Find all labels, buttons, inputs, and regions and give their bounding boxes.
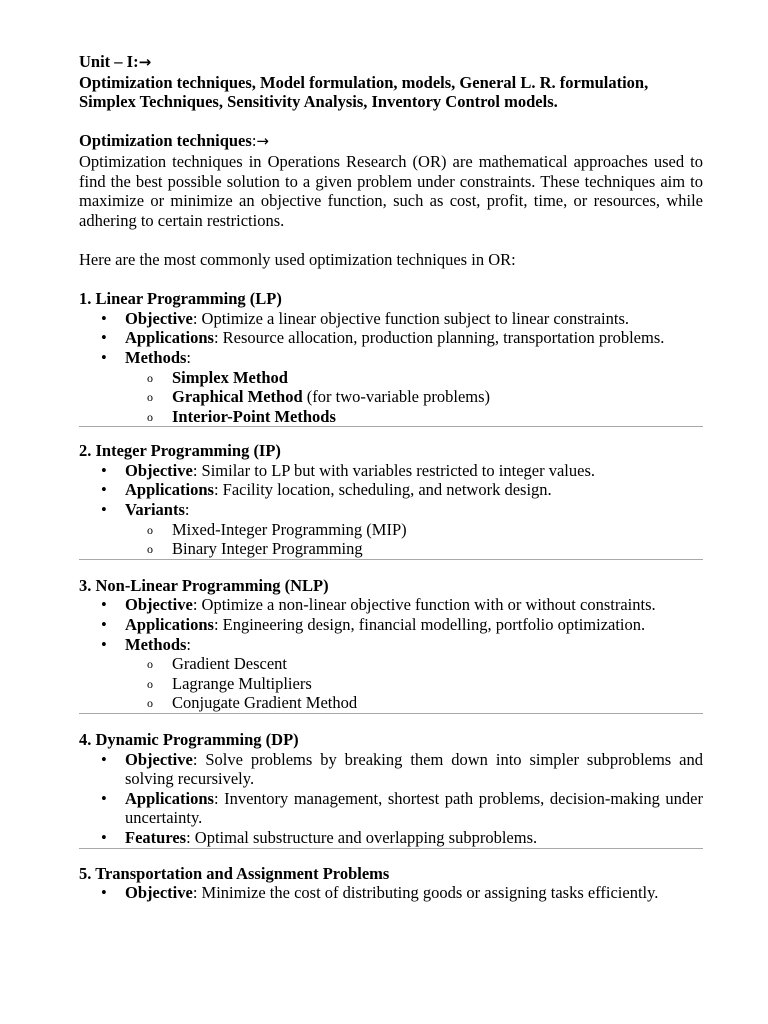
section-linear-programming xyxy=(79,289,703,427)
section-title: 5. Transportation and Assignment Problems xyxy=(79,863,390,883)
sub-item-text: Lagrange Multipliers xyxy=(172,673,312,693)
list-item xyxy=(79,309,703,329)
item-label: Applications xyxy=(125,788,214,808)
sub-item-text: (for two-variable problems) xyxy=(302,387,491,407)
item-text: : Optimize a linear objective function subject to linear constraints. xyxy=(192,308,630,328)
item-label: Objective xyxy=(125,749,193,769)
list-item xyxy=(79,480,703,500)
bullet-list xyxy=(79,309,703,427)
section-title: 1. Linear Programming (LP) xyxy=(79,289,282,309)
horizontal-rule xyxy=(79,426,703,427)
optimization-heading xyxy=(79,131,703,152)
section-dynamic-programming xyxy=(79,730,703,849)
unit-subtitle-line-2: Simplex Techniques, Sensitivity Analysis, Inventory Control models. xyxy=(79,92,558,112)
sub-list xyxy=(125,654,703,713)
item-text: : Solve problems by breaking them down into simpler subproblems and solving recursively. xyxy=(125,749,703,789)
optimization-heading-colon: : xyxy=(251,131,257,151)
section-title: 3. Non-Linear Programming (NLP) xyxy=(79,575,329,595)
item-label: Features xyxy=(125,827,187,847)
list-item xyxy=(79,789,703,828)
section-transportation-assignment xyxy=(79,864,703,903)
list-item xyxy=(79,461,703,481)
sub-item-bold: Simplex Method xyxy=(172,367,288,387)
item-text: : Similar to LP but with variables restricted to integer values. xyxy=(192,460,595,480)
horizontal-rule xyxy=(79,559,703,560)
sub-item-bold: Graphical Method xyxy=(172,387,303,407)
horizontal-rule xyxy=(79,713,703,714)
sub-list xyxy=(125,520,703,559)
list-item xyxy=(79,615,703,635)
section-title: 2. Integer Programming (IP) xyxy=(79,441,281,461)
item-text: : xyxy=(186,634,192,654)
sub-item-text: Gradient Descent xyxy=(172,654,287,674)
item-label: Objective xyxy=(125,595,193,615)
sub-list-item xyxy=(125,693,703,713)
item-label: Methods xyxy=(125,347,187,367)
list-item xyxy=(79,828,703,848)
sub-list-item xyxy=(125,654,703,674)
item-text: : Engineering design, financial modelling, portfolio optimization. xyxy=(213,615,646,635)
section-integer-programming xyxy=(79,441,703,560)
item-label: Objective xyxy=(125,883,193,903)
list-item xyxy=(79,883,703,903)
sub-list-item xyxy=(125,368,703,388)
unit-subtitle-line-1: Optimization techniques, Model formulation, models, General L. R. formulation, xyxy=(79,72,649,92)
sub-list-item xyxy=(125,539,703,559)
horizontal-rule xyxy=(79,848,703,849)
sub-item-text: Mixed-Integer Programming (MIP) xyxy=(172,519,407,539)
bullet-list xyxy=(79,883,703,903)
item-label: Applications xyxy=(125,615,214,635)
item-label: Applications xyxy=(125,480,214,500)
list-item xyxy=(79,750,703,789)
sub-list xyxy=(125,368,703,427)
sub-list-item xyxy=(125,674,703,694)
section-title: 4. Dynamic Programming (DP) xyxy=(79,730,299,749)
item-text: : Minimize the cost of distributing goods or assigning tasks efficiently. xyxy=(192,883,659,903)
item-label: Variants xyxy=(125,500,185,520)
item-label: Objective xyxy=(125,460,193,480)
item-label: Methods xyxy=(125,634,187,654)
document-page xyxy=(79,52,703,903)
list-item xyxy=(79,635,703,713)
list-item xyxy=(79,328,703,348)
right-arrow-icon: → xyxy=(138,53,152,71)
sub-list-item xyxy=(125,407,703,427)
bullet-list xyxy=(79,461,703,559)
right-arrow-icon: → xyxy=(256,132,269,151)
list-item xyxy=(79,348,703,426)
item-text: : Optimize a non-linear objective function with or without constraints. xyxy=(192,595,656,615)
sub-list-item xyxy=(125,387,703,407)
bullet-list xyxy=(79,595,703,713)
optimization-paragraph: Optimization techniques in Operations Research (OR) are mathematical approaches used to find the best possible solution to a given problem under constraints. These techniques aim to maximize or minimize an objective function, such as cost, profit, time, or resources, while adhering to certain restrictions. xyxy=(79,151,703,230)
item-text: : Resource allocation, production planning, transportation problems. xyxy=(213,328,665,348)
unit-heading xyxy=(79,52,703,73)
item-text: : xyxy=(184,500,190,520)
section-non-linear-programming xyxy=(79,576,703,714)
unit-heading-text: Unit – I: xyxy=(79,52,139,71)
sub-item-text: Binary Integer Programming xyxy=(172,539,363,559)
list-item xyxy=(79,595,703,615)
optimization-intro: Here are the most commonly used optimization techniques in OR: xyxy=(79,249,516,269)
item-label: Objective xyxy=(125,308,193,328)
item-text: : Facility location, scheduling, and network design. xyxy=(213,480,552,500)
list-item xyxy=(79,500,703,559)
sub-list-item xyxy=(125,520,703,540)
item-text: : xyxy=(186,347,192,367)
item-text: : Optimal substructure and overlapping subproblems. xyxy=(186,827,538,847)
bullet-list xyxy=(79,750,703,848)
sub-item-bold: Interior-Point Methods xyxy=(172,406,336,426)
item-label: Applications xyxy=(125,328,214,348)
sub-item-text: Conjugate Gradient Method xyxy=(172,693,358,713)
optimization-heading-text: Optimization techniques xyxy=(79,131,252,151)
item-text: : Inventory management, shortest path problems, decision-making under uncertainty. xyxy=(125,788,703,828)
